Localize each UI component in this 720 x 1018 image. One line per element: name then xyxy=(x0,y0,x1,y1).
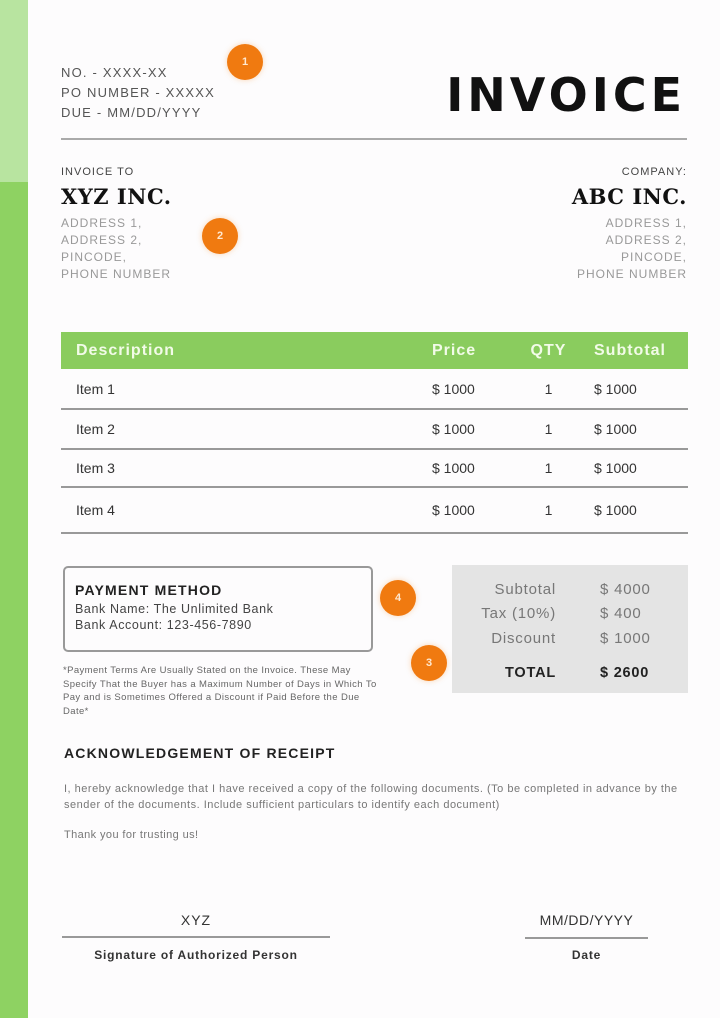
cell-subtotal: $ 1000 xyxy=(594,421,637,437)
totals-row-total xyxy=(452,661,688,686)
tax-label: Tax (10%) xyxy=(481,605,556,623)
address-line: PHONE NUMBER xyxy=(61,267,172,281)
table-row xyxy=(61,450,688,488)
acknowledgement-title: ACKNOWLEDGEMENT OF RECEIPT xyxy=(64,745,336,761)
cell-description: Item 4 xyxy=(76,502,115,518)
items-table xyxy=(61,332,688,534)
cell-price: $ 1000 xyxy=(432,502,475,518)
cell-price: $ 1000 xyxy=(432,421,475,437)
table-row xyxy=(61,369,688,410)
annotation-badge-1: 1 xyxy=(227,44,263,80)
column-header-qty: QTY xyxy=(530,341,567,359)
address-line: ADDRESS 1, xyxy=(61,216,143,230)
thank-you-note: Thank you for trusting us! xyxy=(64,829,199,841)
column-header-price: Price xyxy=(432,341,477,359)
subtotal-label: Subtotal xyxy=(494,580,556,598)
table-row xyxy=(61,410,688,450)
due-date: DUE - MM/DD/YYYY xyxy=(61,105,202,120)
bank-name: Bank Name: The Unlimited Bank xyxy=(75,602,274,616)
acknowledgement-text: I, hereby acknowledge that I have received a copy of the following documents. (To be completed in advance by the sender of the documents. Include sufficient particulars to identify each document) xyxy=(64,783,678,811)
address-line: ADDRESS 1, xyxy=(605,216,687,230)
invoice-meta xyxy=(61,63,215,123)
totals-box xyxy=(452,565,688,693)
tax-value: $ 400 xyxy=(600,605,642,623)
company-label: COMPANY: xyxy=(621,166,687,178)
discount-label: Discount xyxy=(491,629,556,647)
cell-description: Item 1 xyxy=(76,380,115,397)
payment-method-box xyxy=(63,566,373,652)
cell-subtotal: $ 1000 xyxy=(594,460,637,476)
column-header-description: Description xyxy=(76,341,176,359)
annotation-badge-3: 3 xyxy=(411,645,447,681)
discount-value: $ 1000 xyxy=(600,629,651,647)
cell-price: $ 1000 xyxy=(432,460,475,476)
company-address xyxy=(572,215,687,283)
invoice-number: NO. - XXXX-XX xyxy=(61,65,168,80)
address-line: ADDRESS 2, xyxy=(61,233,143,247)
cell-qty: 1 xyxy=(544,502,553,518)
address-line: PINCODE, xyxy=(61,250,128,264)
po-number: PO NUMBER - XXXXX xyxy=(61,85,216,100)
date-value: MM/DD/YYYY xyxy=(539,912,634,928)
payment-method-title: PAYMENT METHOD xyxy=(75,582,223,598)
table-row xyxy=(61,488,688,534)
date-label: Date xyxy=(571,948,602,962)
divider xyxy=(61,138,687,140)
address-line: PINCODE, xyxy=(620,250,687,264)
cell-subtotal: $ 1000 xyxy=(594,502,637,518)
cell-price: $ 1000 xyxy=(432,380,475,397)
company-section xyxy=(572,166,687,283)
annotation-badge-2: 2 xyxy=(202,218,238,254)
cell-subtotal: $ 1000 xyxy=(594,380,637,397)
bill-to-section xyxy=(61,166,172,283)
total-value: $ 2600 xyxy=(600,664,650,681)
totals-row-tax xyxy=(452,602,688,627)
payment-terms-note: *Payment Terms Are Usually Stated on the Invoice. These May Specify That the Buyer has a Maximum Number of Days in Which To Pay and is Sometimes Offered a Discount if Paid Before the Due Date* xyxy=(63,665,377,717)
cell-qty: 1 xyxy=(544,421,553,437)
signature-value: XYZ xyxy=(180,912,212,928)
totals-row-discount xyxy=(452,626,688,651)
date-line xyxy=(525,937,648,939)
address-line: ADDRESS 2, xyxy=(605,233,687,247)
decorative-stripe-top xyxy=(0,0,28,182)
page-title: INVOICE xyxy=(446,68,686,122)
decorative-stripe-bottom xyxy=(0,182,28,1018)
address-line: PHONE NUMBER xyxy=(576,267,687,281)
bill-to-address xyxy=(61,215,172,283)
signature-line xyxy=(62,936,330,938)
subtotal-value: $ 4000 xyxy=(600,580,651,598)
bill-to-name: XYZ INC. xyxy=(61,184,172,209)
cell-qty: 1 xyxy=(544,460,553,476)
signature-label: Signature of Authorized Person xyxy=(94,948,298,962)
total-label: TOTAL xyxy=(505,664,556,681)
cell-description: Item 2 xyxy=(76,421,115,437)
totals-row-subtotal xyxy=(452,577,688,602)
annotation-badge-4: 4 xyxy=(380,580,416,616)
column-header-subtotal: Subtotal xyxy=(594,341,666,359)
table-header xyxy=(61,332,688,369)
cell-description: Item 3 xyxy=(76,460,115,476)
bill-to-label: INVOICE TO xyxy=(61,166,135,178)
bank-account: Bank Account: 123-456-7890 xyxy=(75,618,252,632)
cell-qty: 1 xyxy=(544,380,553,397)
company-name: ABC INC. xyxy=(571,184,687,209)
